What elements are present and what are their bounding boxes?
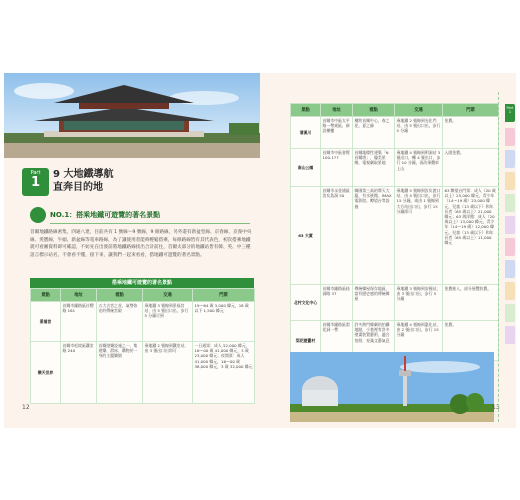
header-cell: 門票 bbox=[443, 104, 499, 117]
side-tab-part10[interactable] bbox=[505, 304, 515, 322]
table-row bbox=[291, 117, 499, 149]
table-cell: 63 大廈 bbox=[291, 187, 321, 285]
side-tab-part1[interactable] bbox=[505, 104, 515, 122]
table-cell: 乘地鐵 4 號線到明洞站 3 號出口，轉 4 號出口，步行 10 分鐘，再改乘纜車上山 bbox=[395, 149, 443, 187]
table-row bbox=[31, 342, 255, 404]
table-cell: 清溪川 bbox=[291, 117, 321, 149]
side-tab-part5[interactable] bbox=[505, 194, 515, 212]
chapter-title bbox=[53, 168, 113, 194]
table-row bbox=[291, 187, 499, 285]
page-number-left: 12 bbox=[22, 404, 30, 411]
header-cell: 門票 bbox=[193, 289, 255, 302]
header-cell: 地址 bbox=[61, 289, 97, 302]
right-attractions-table bbox=[290, 103, 499, 361]
part-label: Part bbox=[30, 170, 41, 176]
intro-paragraph: 首爾地鐵路線密集，四通八達，目前共有 1 號線～9 號線，9 條路線，另外還有新盆堂線、京春線、京義中央線、愛寶線，牛頭、新盆線等電車路線，為了讓使用者能夠輕鬆搭乘，每條路線皆有其代表色，初次搭乘地鐵就可看圖資料即可確認，不妨先在出發前將地鐵路線找出合計前往，首爾太部分的地鐵站皆有韓、英、中三種語言標示站名，不會看不懂，接下來，讓我們一起來看看，搭地鐵可遊覽的著名景點。 bbox=[30, 230, 252, 258]
table-row bbox=[31, 302, 255, 342]
header-cell: 交通 bbox=[395, 104, 443, 117]
table-cell: 首爾市松坡區蠶室路 240 bbox=[61, 342, 97, 404]
palace-photo bbox=[4, 73, 260, 158]
header-cell: 地址 bbox=[321, 104, 353, 117]
table-cell: 橫跨首爾中心，春之花、夏之綠 bbox=[353, 117, 395, 149]
table-cell: 首爾遊樂設施之一，集遊樂、滑冰、購物於一身的主題樂園 bbox=[97, 342, 143, 404]
tab-guide-line bbox=[498, 92, 500, 422]
side-tab-part7[interactable] bbox=[505, 238, 515, 256]
side-tab-part11[interactable] bbox=[505, 326, 515, 344]
table-cell: 首爾市中區太平路一帶東區，新設橫樓 bbox=[321, 117, 353, 149]
table-cell: 北村文化中心 bbox=[291, 285, 321, 321]
seoul-tower-photo bbox=[290, 352, 494, 422]
left-attractions-table bbox=[30, 288, 255, 404]
table-row bbox=[291, 149, 499, 187]
table-header-row bbox=[31, 289, 255, 302]
table-row bbox=[291, 285, 499, 321]
section-divider bbox=[50, 223, 250, 224]
header-cell: 景點 bbox=[291, 104, 321, 117]
side-tab-part4[interactable] bbox=[505, 172, 515, 190]
side-tab-part3[interactable] bbox=[505, 150, 515, 168]
table-cell: 韓國第三高的摩天大廈，有水族館、IMAX 電影院、瞭望台等設施 bbox=[353, 187, 395, 285]
table-cell: 許多熱門韓劇的拍攝地點，小巷裡有許多壁畫裝置藝術，適合拍照，充滿文藝氣息 bbox=[353, 321, 395, 361]
side-tab-part2[interactable] bbox=[505, 128, 515, 146]
table-cell: 乘地鐵 3 號線到景福宮站，由 5 號出口出，步行 5 分鐘可到 bbox=[143, 302, 193, 342]
table-cell: 乘地鐵 2 號線到光化門站，由 5 號出口出，步行 5 分鐘 bbox=[395, 117, 443, 149]
table-cell: 首爾市永登浦區汝矣島洞 50 bbox=[321, 187, 353, 285]
table-cell: 乘地鐵 3 號線到安國站，由 3 號出口出，步行 5 分鐘 bbox=[395, 285, 443, 321]
table-cell: 乘地鐵 2 號線到蠶室站，由 3 號出口出即可 bbox=[143, 342, 193, 404]
part-badge bbox=[22, 168, 49, 196]
section-icon bbox=[30, 207, 46, 223]
side-tab-part8[interactable] bbox=[505, 260, 515, 278]
header-cell: 景點 bbox=[31, 289, 61, 302]
table-cell: 免費。 bbox=[443, 117, 499, 149]
table-cell: 首爾市鍾路區梨花洞一帶 bbox=[321, 321, 353, 361]
table-cell: 入園免費。 bbox=[443, 149, 499, 187]
table-cell: 景福宮 bbox=[31, 302, 61, 342]
table-cell: 63 瞭望台門票：成人（20 歲以上）25,000 韓元，青少年（14～19 歲）23,000 韓元，兒童（13 歲以下）和年長者（65 歲以上）21,000 韓元；63 海洋館：成人（20 歲以上）13,000 韓元，青少年（14～19 歲）12,000 韓元，兒童（13 歲以下）和年長者（65 歲以上）11,000 韓元 bbox=[443, 187, 499, 285]
table-cell: 乘地鐵 5 號線到汝矣渡口站，由 4 號出口出，步行 15 分鐘，或由 1 號線到大方站出口出，步行 15 分鐘即可 bbox=[395, 187, 443, 285]
chapter-title-line1: 9 大地鐵導航 bbox=[53, 169, 114, 180]
header-cell: 交通 bbox=[143, 289, 193, 302]
table-cell: 南山公園 bbox=[291, 149, 321, 187]
part-number: 1 bbox=[30, 175, 41, 190]
side-tab-part6[interactable] bbox=[505, 216, 515, 234]
table-cell: 免費進入，部分展覽收費。 bbox=[443, 285, 499, 321]
table-cell: 梨花壁畫村 bbox=[291, 321, 321, 361]
table-cell: 免費。 bbox=[443, 321, 499, 361]
side-tab-label: Part 1 bbox=[506, 106, 514, 114]
table-header-row bbox=[291, 104, 499, 117]
table-cell: 首爾市中區會賢 100-177 bbox=[321, 149, 353, 187]
side-tab-part9[interactable] bbox=[505, 282, 515, 300]
section-title: NO.1：搭乘地鐵可遊覽的著名景點 bbox=[50, 211, 161, 219]
header-cell: 看點 bbox=[97, 289, 143, 302]
chapter-title-line2: 直奔目的地 bbox=[53, 182, 103, 193]
table-cell: 五大古宮之首，氣勢恢宏的傳統宮殿 bbox=[97, 302, 143, 342]
table-cell: 乘地鐵 4 號線到惠化站，由 2 號出口出，步行 15 分鐘 bbox=[395, 321, 443, 361]
table-cell: 一日通票：成人 52,000 韓元，16～00 歲 41,000 韓元，3 歲 23,000 韓元；夜間票：成人 41,000 韓元，16～00 歲 38,000 韓元，3 歲 32,000 韓元 bbox=[193, 342, 255, 404]
table-cell: 樂天世界 bbox=[31, 342, 61, 404]
table-cell: 傳統韓屋保存地區，富有歷史感的傳統韓屋 bbox=[353, 285, 395, 321]
table-cell: 首爾市鍾路區桂洞路 37 bbox=[321, 285, 353, 321]
table-caption: 搭乘地鐵可遊覽的著名景點 bbox=[30, 278, 254, 288]
header-cell: 看點 bbox=[353, 104, 395, 117]
table-cell: 首爾市鍾路區社稷路 161 bbox=[61, 302, 97, 342]
page-number-right: 13 bbox=[492, 404, 500, 411]
table-cell: 首爾地標性建築「N 首爾塔」，優美景緻、電視劇取景地 bbox=[353, 149, 395, 187]
table-cell: 19～64 歲 3,000 韓元，18 歲以下 1,500 韓元 bbox=[193, 302, 255, 342]
